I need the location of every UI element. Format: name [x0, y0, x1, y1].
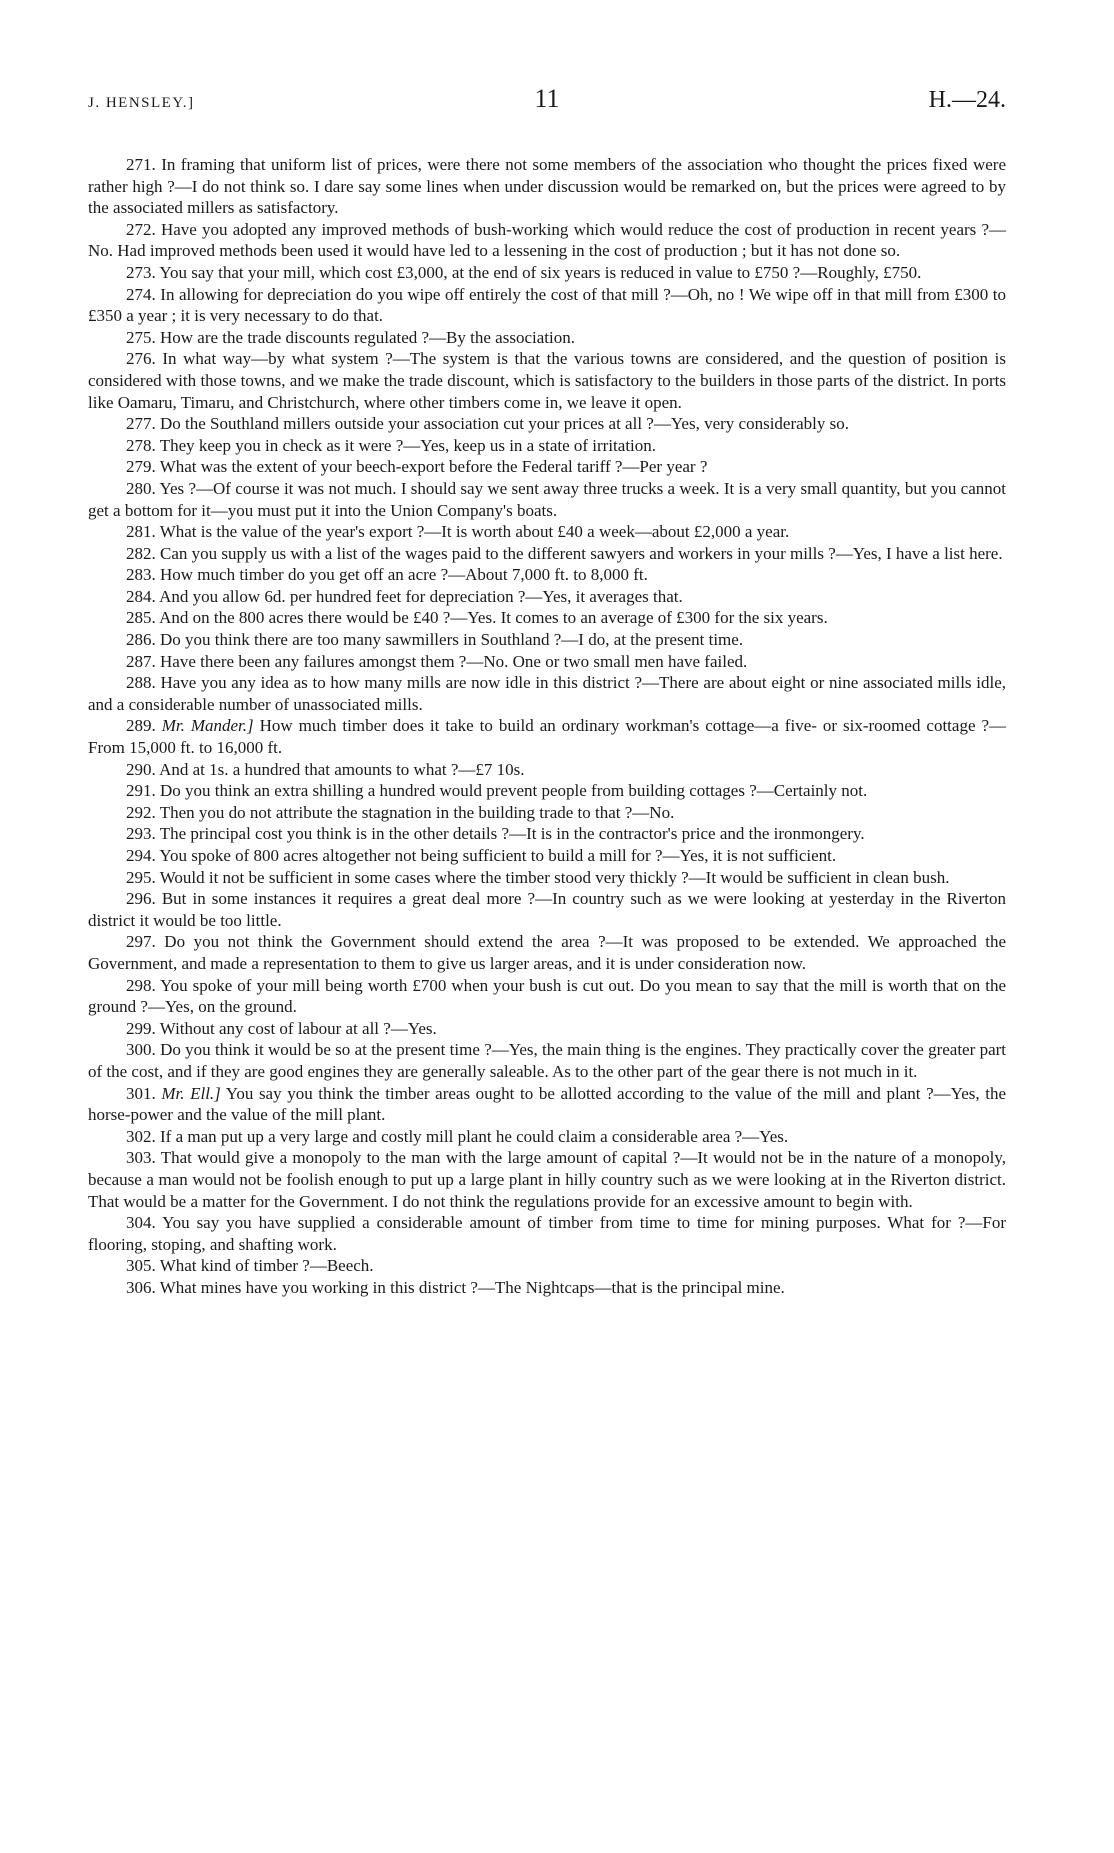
question-number: 302.	[126, 1126, 156, 1146]
question-number: 299.	[126, 1018, 156, 1038]
question-answer-text: And at 1s. a hundred that amounts to what ?—£7 10s.	[159, 759, 525, 779]
question-number: 286.	[126, 630, 156, 650]
question-number: 278.	[126, 435, 156, 455]
question-paragraph	[88, 262, 1006, 284]
question-answer-text: You say you think the timber areas ought to be allotted according to the value of the mill and plant ?—Yes, the horse-power and the value of the mill plant.	[88, 1083, 1007, 1125]
question-paragraph	[88, 1083, 1006, 1126]
question-answer-text: Do the Southland millers outside your association cut your prices at all ?—Yes, very considerably so.	[160, 414, 850, 434]
question-paragraph	[88, 413, 1006, 435]
question-paragraph	[88, 219, 1006, 262]
question-paragraph	[88, 1018, 1006, 1040]
speaker-name: Mr. Mander.]	[161, 716, 254, 736]
question-answer-text: That would give a monopoly to the man with the large amount of capital ?—It would not be in the nature of a monopoly, because a man would not be foolish enough to put up a large plant in hilly country such as we were looking at in the Riverton district. That would be a matter for the Government. I do not think the regulations provide for an excessive amount to begin with.	[88, 1148, 1006, 1211]
question-number: 304.	[126, 1213, 156, 1233]
question-answer-text: And on the 800 acres there would be £40 ?—Yes. It comes to an average of £300 for the six years.	[159, 608, 828, 628]
question-paragraph	[88, 284, 1006, 327]
question-answer-text: Do you think an extra shilling a hundred would prevent people from building cottages ?—Certainly not.	[160, 781, 868, 801]
question-paragraph	[88, 543, 1006, 565]
question-number: 305.	[126, 1256, 156, 1276]
question-number: 281.	[126, 522, 156, 542]
question-paragraph	[88, 1212, 1006, 1255]
question-paragraph	[88, 435, 1006, 457]
question-paragraph	[88, 607, 1006, 629]
question-number: 283.	[126, 565, 156, 585]
question-answer-text: You spoke of 800 acres altogether not being sufficient to build a mill for ?—Yes, it is not sufficient.	[159, 846, 837, 865]
question-answer-text: What mines have you working in this district ?—The Nightcaps—that is the principal mine.	[159, 1277, 785, 1297]
question-paragraph	[88, 348, 1006, 413]
question-answer-text: How much timber do you get off an acre ?—About 7,000 ft. to 8,000 ft.	[160, 565, 648, 585]
question-paragraph	[88, 715, 1006, 758]
question-answer-text: Have there been any failures amongst them ?—No. One or two small men have failed.	[160, 651, 748, 671]
question-answer-text: You say you have supplied a considerable amount of timber from time to time for mining purposes. What for ?—For flooring, stoping, and shafting work.	[88, 1213, 1006, 1254]
question-answer-text: The principal cost you think is in the other details ?—It is in the contractor's price and the ironmongery.	[159, 824, 865, 844]
question-answer-text: You say that your mill, which cost £3,000, at the end of six years is reduced in value to £750 ?—Roughly, £750.	[159, 262, 922, 282]
question-number: 288.	[126, 673, 156, 693]
question-number: 293.	[126, 824, 156, 844]
speaker-name: Mr. Ell.]	[161, 1083, 221, 1103]
question-number: 287.	[126, 651, 156, 671]
question-number: 280.	[126, 478, 156, 498]
question-answer-text: In framing that uniform list of prices, were there not some members of the association who thought the prices fixed were rather high ?—I do not think so. I dare say some lines when under discussion would be remarked on, but the prices were agreed to by the associated millers as satisfactory.	[88, 155, 1006, 218]
question-answer-text: Do you think there are too many sawmillers in Southland ?—I do, at the present time.	[160, 630, 744, 650]
question-number: 282.	[126, 543, 156, 563]
question-paragraph	[88, 845, 1006, 867]
question-paragraph	[88, 651, 1006, 673]
question-paragraph	[88, 564, 1006, 586]
question-answer-text: Yes ?—Of course it was not much. I should say we sent away three trucks a week. It is a very small quantity, but you cannot get a bottom for it—you must put it into the Union Company's boats.	[88, 478, 1006, 520]
question-paragraph	[88, 521, 1006, 543]
question-number: 272.	[126, 219, 156, 239]
question-paragraph	[88, 629, 1006, 651]
question-paragraph	[88, 823, 1006, 845]
question-paragraph	[88, 586, 1006, 608]
question-paragraph	[88, 1277, 1006, 1299]
question-number: 274.	[126, 284, 156, 304]
question-number: 292.	[126, 802, 156, 822]
page-header	[88, 84, 1006, 114]
question-answer-text: But in some instances it requires a great deal more ?—In country such as we were looking at yesterday in the Riverton district it would be too little.	[88, 889, 1006, 930]
question-number: 277.	[126, 414, 156, 434]
question-answer-text: Have you any idea as to how many mills are now idle in this district ?—There are about eight or nine associated mills idle, and a considerable number of unassociated mills.	[88, 673, 1007, 714]
question-answer-text: What kind of timber ?—Beech.	[159, 1256, 374, 1276]
page-number: 11	[534, 84, 560, 113]
question-answer-text: Do you not think the Government should extend the area ?—It was proposed to be extended. We approached the Government, and made a representation to them to give us larger areas, and it is under consideration now.	[88, 932, 1007, 973]
question-paragraph	[88, 759, 1006, 781]
question-answer-text: Do you think it would be so at the present time ?—Yes, the main thing is the engines. They practically cover the greater part of the cost, and if they are good engines they are generally saleable. As to the other part of the gear there is not much in it.	[88, 1040, 1006, 1081]
question-paragraph	[88, 478, 1006, 521]
question-number: 271.	[126, 155, 156, 174]
question-paragraph	[88, 780, 1006, 802]
question-paragraph	[88, 1126, 1006, 1148]
question-number: 279.	[126, 457, 156, 477]
question-paragraph	[88, 456, 1006, 478]
question-answer-text: And you allow 6d. per hundred feet for depreciation ?—Yes, it averages that.	[159, 586, 683, 606]
document-reference: H.—24.	[928, 87, 1006, 113]
question-paragraph	[88, 888, 1006, 931]
question-answer-text: Have you adopted any improved methods of bush-working which would reduce the cost of production in recent years ?—No. Had improved methods been used it would have led to a lessening in the cost of production ; but it has not done so.	[88, 219, 1006, 261]
question-number: 295.	[126, 867, 156, 887]
question-number: 303.	[126, 1148, 156, 1168]
question-answer-text: In what way—by what system ?—The system is that the various towns are considered, and the question of position is considered with those towns, and we make the trade discount, which is satisfactory to the builders in those parts of the district. In ports like Oamaru, Timaru, and Christchurch, where other timbers come in, we leave it open.	[88, 349, 1006, 412]
question-number: 275.	[126, 327, 156, 347]
question-number: 301.	[126, 1083, 156, 1103]
question-number: 296.	[126, 889, 156, 909]
question-paragraph	[88, 931, 1006, 974]
question-number: 284.	[126, 586, 156, 606]
question-answer-text: They keep you in check as it were ?—Yes, keep us in a state of irritation.	[159, 435, 657, 455]
question-paragraph	[88, 1039, 1006, 1082]
question-paragraph	[88, 1255, 1006, 1277]
question-answer-text: Would it not be sufficient in some cases where the timber stood very thickly ?—It would be sufficient in clean bush.	[159, 867, 950, 887]
question-answer-text: What was the extent of your beech-export before the Federal tariff ?—Per year ?	[159, 457, 708, 477]
question-answer-text: Can you supply us with a list of the wages paid to the different sawyers and workers in your mills ?—Yes, I have a list here.	[160, 543, 1003, 563]
question-number: 297.	[126, 932, 156, 952]
question-number: 285.	[126, 608, 156, 628]
question-number: 294.	[126, 846, 156, 865]
testimony-body	[88, 154, 1006, 1298]
question-number: 300.	[126, 1040, 156, 1060]
question-number: 298.	[126, 975, 156, 995]
question-paragraph	[88, 1147, 1006, 1212]
header-witness-name: J. HENSLEY.]	[88, 95, 195, 111]
question-number: 276.	[126, 349, 156, 369]
question-number: 273.	[126, 262, 156, 282]
question-number: 289.	[126, 716, 156, 736]
question-paragraph	[88, 327, 1006, 349]
question-answer-text: You spoke of your mill being worth £700 when your bush is cut out. Do you mean to say that the mill is worth that on the ground ?—Yes, on the ground.	[88, 975, 1007, 1017]
question-paragraph	[88, 975, 1006, 1018]
question-number: 290.	[126, 759, 156, 779]
question-paragraph	[88, 802, 1006, 824]
question-answer-text: If a man put up a very large and costly mill plant he could claim a considerable area ?—Yes.	[160, 1126, 789, 1146]
question-paragraph	[88, 867, 1006, 889]
question-answer-text: What is the value of the year's export ?—It is worth about £40 a week—about £2,000 a year.	[159, 522, 790, 542]
question-answer-text: Then you do not attribute the stagnation in the building trade to that ?—No.	[159, 802, 675, 822]
question-answer-text: In allowing for depreciation do you wipe off entirely the cost of that mill ?—Oh, no ! We wipe off in that mill from £300 to £350 a year ; it is very necessary to do that.	[88, 284, 1007, 326]
question-answer-text: Without any cost of labour at all ?—Yes.	[159, 1018, 437, 1038]
question-paragraph	[88, 672, 1006, 715]
question-number: 291.	[126, 781, 156, 801]
question-number: 306.	[126, 1277, 156, 1297]
question-paragraph	[88, 154, 1006, 219]
question-answer-text: How are the trade discounts regulated ?—By the association.	[160, 327, 575, 347]
question-answer-text: How much timber does it take to build an ordinary workman's cottage—a five- or six-roomed cottage ?—From 15,000 ft. to 16,000 ft.	[88, 716, 1007, 758]
